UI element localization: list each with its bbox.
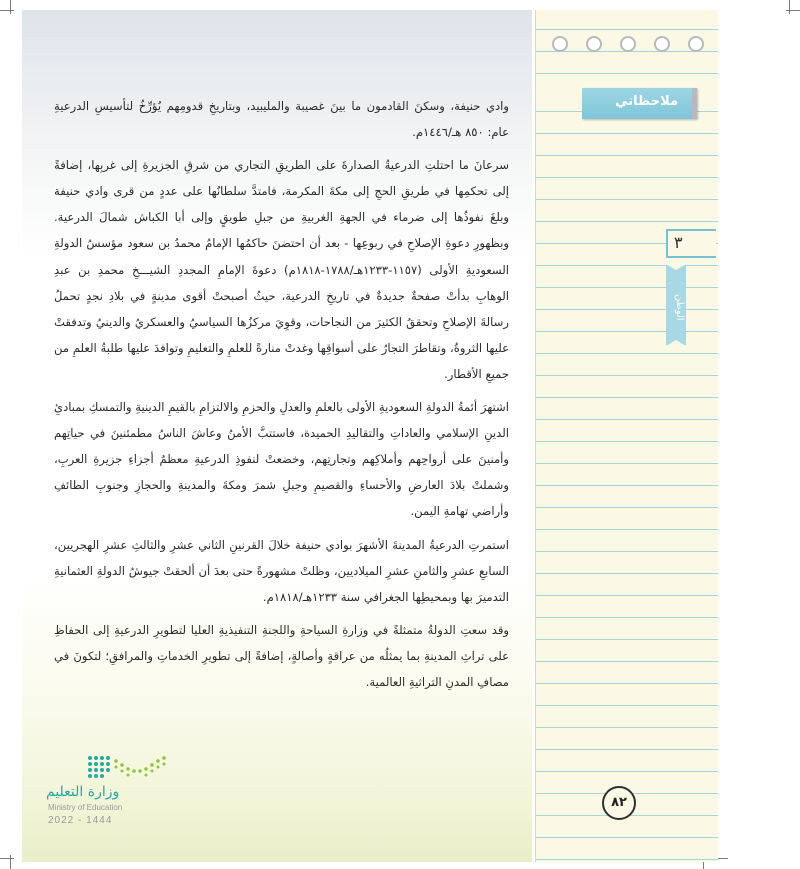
notes-tab <box>582 88 697 119</box>
ministry-logo <box>46 753 166 838</box>
crop-mark <box>10 0 11 14</box>
paragraph: وقد سعتِ الدولةُ متمثلةً في وزارةِ السياحةِ واللجنةِ التنفيذيةِ العليا لتطويرِ الدرعيةِ إلى الحفاظِ على تراثِ المدينةِ بما يمثلُه من عراقةٍ وأصالةٍ، إضافةً إلى تطويرِ الخدماتِ والمرافقِ؛ لتكونَ في مصافِ المدنِ التراثيةِ العالمية. <box>54 622 509 689</box>
unit-number-tab <box>666 229 716 258</box>
crop-mark <box>0 858 14 859</box>
binder-hole-icon <box>620 36 636 52</box>
page-number: ٨٢ <box>602 786 636 820</box>
notes-column <box>535 10 718 862</box>
logo-arabic-text: وزارة التعليم <box>46 784 120 800</box>
body-text <box>54 93 509 695</box>
crop-mark <box>786 10 800 11</box>
crop-mark <box>0 10 14 11</box>
paragraph: اشتهرَ أئمةُ الدولةِ السعوديةِ الأولى بالعلمِ والعدلِ والحزمِ والالتزامِ بالقيمِ الدينيةِ والتمسكِ بمبادئِ الدينِ الإسلامي والعاداتِ والتقاليدِ الحميدة، فاستتبَّ الأمنُ وعاشَ الناسُ مطمئنينَ في حياتِهم وأمنينَ على أرواحِهم وأملاكِهم وتجارتِهم، وخضعتْ لنفوذِ الدرعيةِ معظمُ أجزاءِ جزيرةِ العربِ، وشملتْ بلادَ العارضِ والأحساءِ والقصيمِ وجبلِ شمرَ ومكةَ والمدينةِ والحجازِ وجنوبِ الطائفِ وأراضي تهامةِ اليمن. <box>54 400 509 519</box>
binder-hole-icon <box>688 36 704 52</box>
paragraph: وادي حنيفة، وسكنَ القادمون ما بينَ غصيبة والمليبيد، وبتاريخِ قدومِهم يُؤرِّخُ لتأسيسِ الدرعيةِ عام: ٨٥٠ هـ/١٤٤٦م. <box>54 99 509 140</box>
unit-number: ٣ <box>674 233 683 252</box>
paragraph: سرعانَ ما احتلتِ الدرعيةُ الصدارةَ على الطريقِ التجاري من شرقِ الجزيرةِ إلى غربِها، إضافةً إلى تحكمِها في طريقِ الحجِ إلى مكةَ المكرمة، فامتدَّ سلطانُها على عددٍ من قرى وادي حنيفة وبلغَ نفوذُها إلى ضرماء في الجهةِ الغربيةِ من جبلِ طويقٍ وإلى أبا الكباش شمالَ الدرعية. وبظهورِ دعوةِ الإصلاحِ في ربوعِها - بعد أن احتضنَ حاكمُها الإمامُ محمدُ بن سعود مؤسسُ الدولةِ السعوديةِ الأولى (١١٥٧-١٢٣٣هـ/١٧٨٨-١٨١٨م) دعوةَ الإمامِ المجددِ الشيـــخِ محمدِ بن عبدِ الوهابِ بدأتْ صفحةٌ جديدةٌ في تاريخِ الدرعية، حيثُ أصبحتْ أقوى مدينةٍ في بلادِ نجدٍ تحملُ رسالةَ الإصلاحِ وتحققُ الكثيرَ من النجاحات، وقوِيَ مركزُها السياسيُ والعسكريُ والدينيُ وتدفقتْ عليها الثروةُ، وتقاطرَ التجارُ على أسواقِها وغدتْ منارةً للعلمِ والتعليمِ وتوافدَ عليها طلبةُ العلمِ من جميعِ الأقطار. <box>54 158 509 381</box>
unit-title: الوطن <box>674 293 685 321</box>
binder-hole-icon <box>552 36 568 52</box>
binder-hole-icon <box>654 36 670 52</box>
logo-dots-icon <box>86 753 170 781</box>
crop-mark <box>789 0 790 14</box>
binder-hole-icon <box>586 36 602 52</box>
unit-title-bar <box>666 265 686 345</box>
paragraph: استمرتِ الدرعيةُ المدينةَ الأشهرَ بوادي حنيفة خلالَ القرنينِ الثاني عشرِ والثالثِ عشرِ الهجريين، السابعِ عشرِ والثامنِ عشرِ الميلاديين، وظلتْ مشهورةً حتى بعدَ أن ألحقتْ جيوشُ الدولةِ العثمانيةِ التدميرَ بها وبمحيطِها الجغرافي سنة ١٢٣٣هـ/١٨١٨م. <box>54 537 509 604</box>
binder-holes <box>552 36 702 54</box>
notes-tab-label: ملاحظاتي <box>615 94 678 109</box>
logo-year: 2022 - 1444 <box>48 815 113 826</box>
logo-english-text: Ministry of Education <box>48 803 123 812</box>
